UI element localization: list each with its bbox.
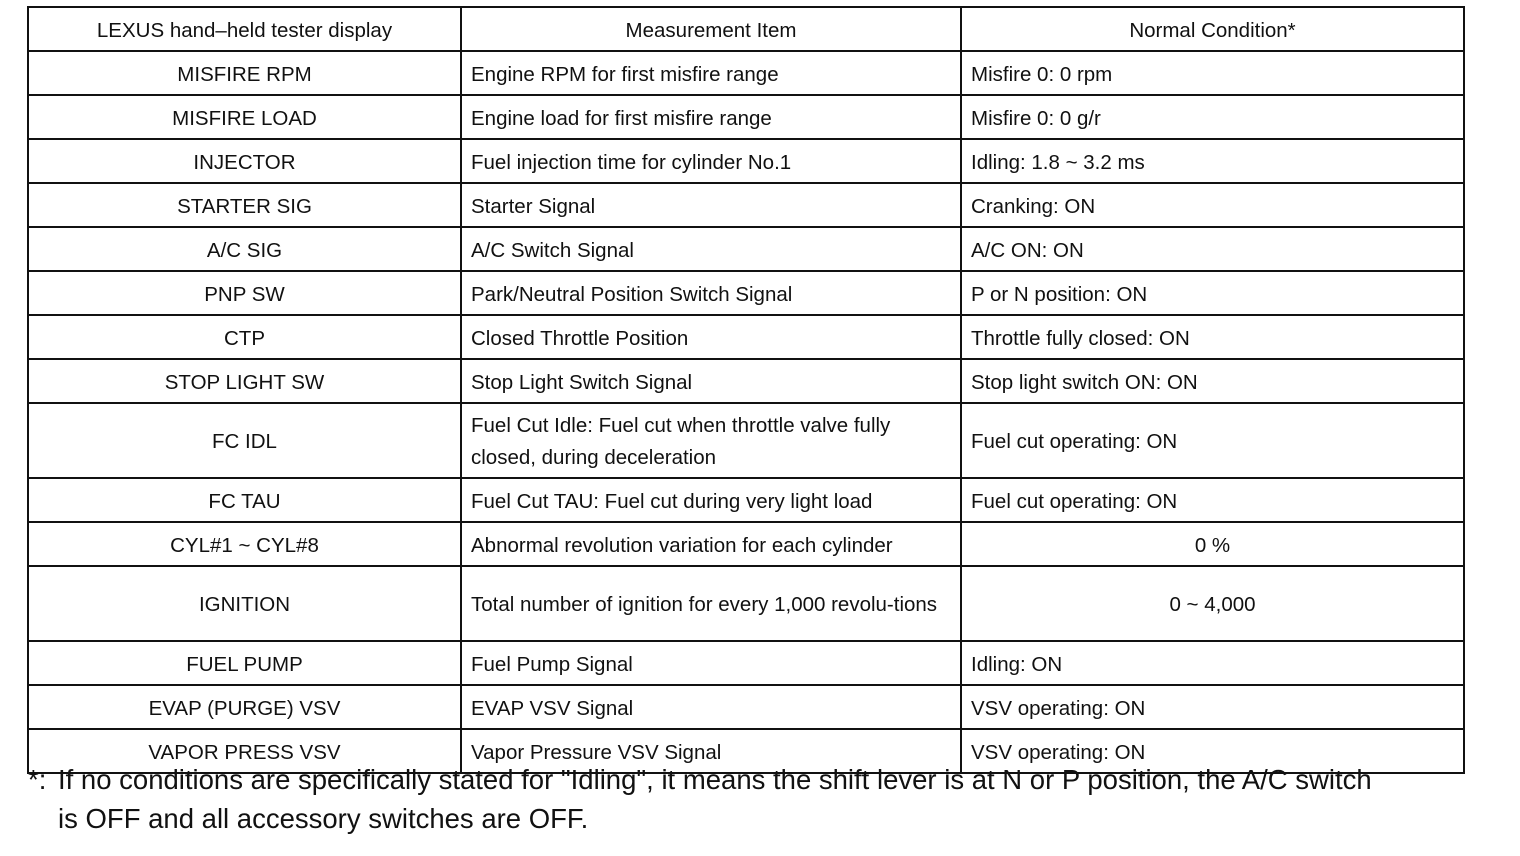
measurement-item-cell: Fuel Cut TAU: Fuel cut during very light load: [461, 478, 961, 522]
measurement-item-cell: Fuel injection time for cylinder No.1: [461, 139, 961, 183]
normal-condition-cell: A/C ON: ON: [961, 227, 1464, 271]
measurement-item-cell: EVAP VSV Signal: [461, 685, 961, 729]
tester-display-cell: FC IDL: [28, 403, 461, 478]
normal-condition-cell: VSV operating: ON: [961, 685, 1464, 729]
measurement-item-cell: Stop Light Switch Signal: [461, 359, 961, 403]
table-row: [28, 227, 1464, 271]
table-row: [28, 183, 1464, 227]
footnote-line-1: If no conditions are specifically stated for "Idling", it means the shift lever is at N or P position, the A/C switch: [58, 764, 1372, 795]
measurement-item-cell: Closed Throttle Position: [461, 315, 961, 359]
tester-display-cell: INJECTOR: [28, 139, 461, 183]
footnote-line-2: is OFF and all accessory switches are OFF.: [58, 803, 589, 834]
measurement-item-cell: A/C Switch Signal: [461, 227, 961, 271]
tester-display-cell: MISFIRE LOAD: [28, 95, 461, 139]
table-row: [28, 51, 1464, 95]
normal-condition-cell: P or N position: ON: [961, 271, 1464, 315]
measurement-item-cell: Park/Neutral Position Switch Signal: [461, 271, 961, 315]
table-row: [28, 641, 1464, 685]
normal-condition-cell: Fuel cut operating: ON: [961, 403, 1464, 478]
normal-condition-cell: Fuel cut operating: ON: [961, 478, 1464, 522]
table-row: [28, 315, 1464, 359]
tester-display-cell: IGNITION: [28, 566, 461, 641]
header-normal-condition: Normal Condition*: [961, 7, 1464, 51]
tester-display-cell: STARTER SIG: [28, 183, 461, 227]
tester-data-table: [27, 6, 1465, 774]
tester-display-cell: FC TAU: [28, 478, 461, 522]
table-row: [28, 522, 1464, 566]
normal-condition-cell: Stop light switch ON: ON: [961, 359, 1464, 403]
measurement-item-cell: Abnormal revolution variation for each cylinder: [461, 522, 961, 566]
measurement-item-cell: Vapor Pressure VSV Signal: [461, 729, 961, 773]
normal-condition-cell: Cranking: ON: [961, 183, 1464, 227]
tester-display-cell: A/C SIG: [28, 227, 461, 271]
normal-condition-cell: Throttle fully closed: ON: [961, 315, 1464, 359]
normal-condition-cell: VSV operating: ON: [961, 729, 1464, 773]
tester-display-cell: VAPOR PRESS VSV: [28, 729, 461, 773]
tester-display-cell: CTP: [28, 315, 461, 359]
tester-display-cell: PNP SW: [28, 271, 461, 315]
table-row: [28, 271, 1464, 315]
measurement-item-cell: Engine RPM for first misfire range: [461, 51, 961, 95]
measurement-item-cell: Engine load for first misfire range: [461, 95, 961, 139]
tester-data-table-container: [27, 6, 1463, 774]
header-measurement-item: Measurement Item: [461, 7, 961, 51]
table-row: [28, 685, 1464, 729]
table-row: [28, 403, 1464, 478]
measurement-item-cell: Fuel Cut Idle: Fuel cut when throttle valve fully closed, during deceleration: [461, 403, 961, 478]
table-row: [28, 139, 1464, 183]
table-row: [28, 478, 1464, 522]
table-row: [28, 95, 1464, 139]
tester-display-cell: CYL#1 ~ CYL#8: [28, 522, 461, 566]
tester-display-cell: FUEL PUMP: [28, 641, 461, 685]
normal-condition-cell: 0 ~ 4,000: [961, 566, 1464, 641]
normal-condition-cell: 0 %: [961, 522, 1464, 566]
measurement-item-cell: Starter Signal: [461, 183, 961, 227]
header-tester-display: LEXUS hand–held tester display: [28, 7, 461, 51]
normal-condition-cell: Misfire 0: 0 rpm: [961, 51, 1464, 95]
tester-display-cell: EVAP (PURGE) VSV: [28, 685, 461, 729]
tester-display-cell: MISFIRE RPM: [28, 51, 461, 95]
footnote-marker: *:: [28, 764, 47, 795]
footnote: [28, 760, 1488, 838]
header-row: [28, 7, 1464, 51]
tester-display-cell: STOP LIGHT SW: [28, 359, 461, 403]
measurement-item-cell: Total number of ignition for every 1,000 revolu-tions: [461, 566, 961, 641]
normal-condition-cell: Idling: 1.8 ~ 3.2 ms: [961, 139, 1464, 183]
table-row: [28, 566, 1464, 641]
measurement-item-cell: Fuel Pump Signal: [461, 641, 961, 685]
normal-condition-cell: Idling: ON: [961, 641, 1464, 685]
normal-condition-cell: Misfire 0: 0 g/r: [961, 95, 1464, 139]
table-row: [28, 359, 1464, 403]
